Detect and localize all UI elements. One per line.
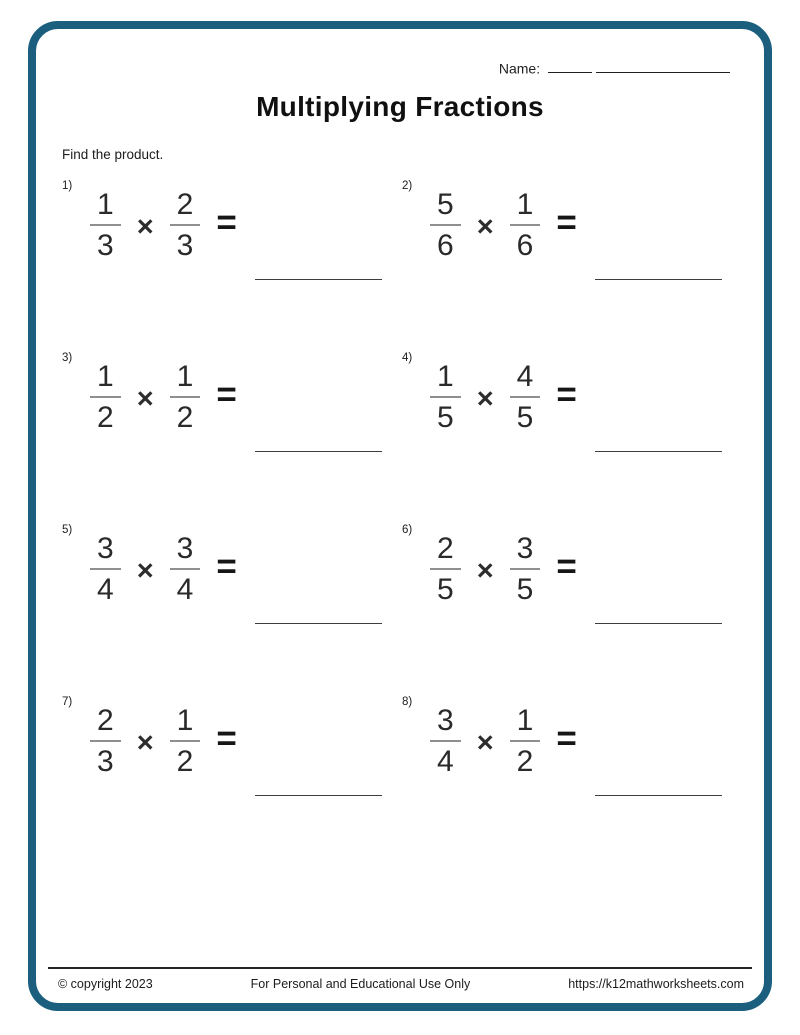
- footer-url: https://k12mathworksheets.com: [568, 977, 744, 991]
- worksheet-border-frame: [28, 21, 772, 1011]
- numerator: 3: [170, 532, 201, 571]
- multiply-sign: ×: [476, 382, 494, 415]
- multiply-sign: ×: [136, 726, 154, 759]
- numerator: 1: [430, 360, 461, 399]
- equals-sign: =: [216, 719, 237, 759]
- fraction-2: [170, 188, 201, 263]
- answer-line: [255, 451, 382, 452]
- equals-sign: =: [556, 203, 577, 243]
- fraction-2: [510, 188, 541, 263]
- problem-6: [402, 524, 742, 608]
- fraction-1: [430, 704, 461, 779]
- footer-copyright: © copyright 2023: [58, 977, 153, 991]
- multiply-sign: ×: [476, 726, 494, 759]
- fraction-2: [170, 704, 201, 779]
- numerator: 1: [170, 704, 201, 743]
- denominator: 4: [97, 573, 114, 607]
- denominator: 2: [97, 401, 114, 435]
- footer: [48, 967, 752, 991]
- multiply-sign: ×: [136, 554, 154, 587]
- name-label: Name:: [498, 60, 541, 77]
- problem-number: 5): [62, 524, 73, 537]
- problem-number: 7): [62, 696, 73, 709]
- equals-sign: =: [216, 375, 237, 415]
- numerator: 2: [90, 704, 121, 743]
- equals-sign: =: [556, 547, 577, 587]
- name-blank-line: [596, 59, 730, 73]
- equals-sign: =: [216, 203, 237, 243]
- problem-8: [402, 696, 742, 780]
- name-row: [36, 59, 730, 76]
- numerator: 1: [510, 188, 541, 227]
- answer-line: [255, 623, 382, 624]
- denominator: 5: [437, 573, 454, 607]
- multiply-sign: ×: [136, 210, 154, 243]
- answer-line: [255, 279, 382, 280]
- fraction-2: [170, 532, 201, 607]
- denominator: 2: [516, 745, 534, 779]
- denominator: 4: [437, 745, 454, 779]
- fraction-1: [90, 704, 121, 779]
- equals-sign: =: [216, 547, 237, 587]
- denominator: 6: [516, 229, 534, 263]
- fraction-1: [430, 360, 461, 435]
- problem-7: [62, 696, 402, 780]
- fraction-2: [510, 532, 541, 607]
- fraction-1: [430, 188, 461, 263]
- numerator: 1: [90, 188, 121, 227]
- answer-line: [595, 279, 722, 280]
- denominator: 5: [437, 401, 454, 435]
- answer-line: [595, 795, 722, 796]
- page-title: Multiplying Fractions: [256, 91, 544, 123]
- numerator: 3: [90, 532, 121, 571]
- multiply-sign: ×: [476, 210, 494, 243]
- answer-line: [255, 795, 382, 796]
- numerator: 2: [430, 532, 461, 571]
- denominator: 3: [97, 745, 114, 779]
- numerator: 3: [430, 704, 461, 743]
- name-blank-line: [548, 59, 592, 73]
- denominator: 5: [516, 401, 534, 435]
- equals-sign: =: [556, 375, 577, 415]
- problem-5: [62, 524, 402, 608]
- fraction-1: [90, 532, 121, 607]
- fraction-2: [510, 704, 541, 779]
- multiply-sign: ×: [136, 382, 154, 415]
- problem-number: 8): [402, 696, 413, 709]
- numerator: 5: [430, 188, 461, 227]
- problem-number: 4): [402, 352, 413, 365]
- instruction-text: Find the product.: [62, 147, 164, 163]
- problem-number: 1): [62, 180, 73, 193]
- fraction-1: [90, 188, 121, 263]
- problems-grid: [36, 180, 764, 780]
- fraction-1: [90, 360, 121, 435]
- problem-number: 3): [62, 352, 73, 365]
- problem-number: 2): [402, 180, 413, 193]
- answer-line: [595, 451, 722, 452]
- numerator: 1: [510, 704, 541, 743]
- problem-4: [402, 352, 742, 436]
- numerator: 1: [170, 360, 201, 399]
- problem-2: [402, 180, 742, 264]
- numerator: 4: [510, 360, 541, 399]
- problem-number: 6): [402, 524, 413, 537]
- denominator: 2: [176, 745, 194, 779]
- fraction-2: [170, 360, 201, 435]
- numerator: 2: [170, 188, 201, 227]
- problem-3: [62, 352, 402, 436]
- denominator: 6: [437, 229, 454, 263]
- fraction-2: [510, 360, 541, 435]
- denominator: 3: [176, 229, 194, 263]
- problem-1: [62, 180, 402, 264]
- footer-usage-note: For Personal and Educational Use Only: [250, 977, 471, 991]
- numerator: 3: [510, 532, 541, 571]
- numerator: 1: [90, 360, 121, 399]
- fraction-1: [430, 532, 461, 607]
- denominator: 2: [176, 401, 194, 435]
- denominator: 5: [516, 573, 534, 607]
- equals-sign: =: [556, 719, 577, 759]
- answer-line: [595, 623, 722, 624]
- multiply-sign: ×: [476, 554, 494, 587]
- denominator: 4: [176, 573, 194, 607]
- denominator: 3: [97, 229, 114, 263]
